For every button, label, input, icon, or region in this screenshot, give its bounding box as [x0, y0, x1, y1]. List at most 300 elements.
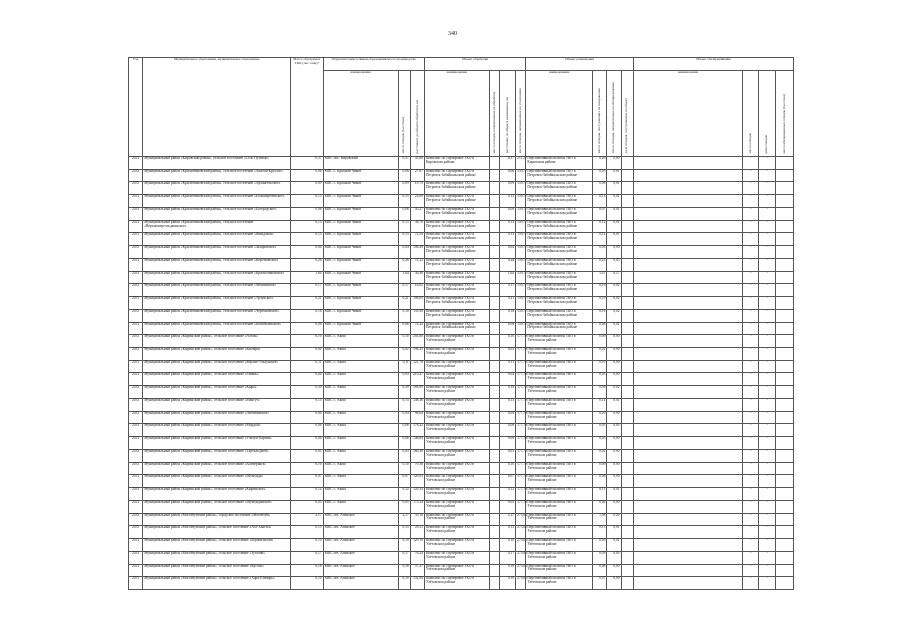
row-disposal-name: Перспективный полигон ТКО в Петровск-Забайкальском районе: [526, 284, 593, 297]
row-processing-blank: [489, 526, 499, 539]
row-processing-blank: [489, 233, 499, 246]
row-equipment-neutralized: [775, 322, 793, 335]
row-disposal-neutralized: 0,01: [607, 398, 621, 411]
header-processing-v1: масса отходов, направленных на обработку: [489, 71, 499, 157]
row-processing-blank: [489, 246, 499, 259]
row-processing-name: Комплекс по сортировке ТКО в Улётовском районе: [424, 551, 489, 564]
row-source-distance: 76,24: [410, 551, 424, 564]
row-source-distance: 35,16: [410, 513, 424, 526]
row-disposal-share: [621, 449, 633, 462]
row-equipment-neutralized: [775, 539, 793, 552]
row-source-mass: 0,10: [398, 335, 410, 348]
row-processing-blank: [489, 360, 499, 373]
row-source-name: МПС с. Акша: [323, 386, 398, 399]
row-equipment-share: -: [759, 539, 775, 552]
row-mass: 0,26: [291, 258, 323, 271]
row-processing-blank: [489, 539, 499, 552]
row-disposal-share: [621, 169, 633, 182]
row-equipment-name: [633, 577, 742, 590]
row-disposal-mass: 0,02: [593, 348, 607, 361]
row-disposal-name: Перспективный полигон ТКО в Улётовском районе: [526, 360, 593, 373]
row-equipment-name: [633, 551, 742, 564]
row-disposal-share: [621, 424, 633, 437]
row-municipality: Муниципальный район «Кыринский район», сельское поселение «Былыра»: [143, 348, 291, 361]
table-row: [129, 297, 794, 310]
row-source-distance: 74,24: [410, 322, 424, 335]
row-equipment-mass: -: [743, 462, 759, 475]
row-disposal-share: [621, 348, 633, 361]
row-equipment-neutralized: [775, 513, 793, 526]
row-processing-distance: 177,79: [516, 449, 526, 462]
row-disposal-name: Перспективный полигон ТКО в Улётовском районе: [526, 488, 593, 501]
row-year: 2031: [129, 258, 143, 271]
row-source-mass: 0,05: [398, 500, 410, 513]
row-equipment-neutralized: [775, 564, 793, 577]
row-source-distance: 108,49: [410, 246, 424, 259]
row-equipment-name: [633, 449, 742, 462]
header-processing-name: наименование: [424, 71, 489, 157]
row-source-mass: 0,06: [398, 437, 410, 450]
row-equipment-share: -: [759, 475, 775, 488]
row-municipality: Муниципальный район «Красночиковский район», сельское поселение «Красночикойское»: [143, 271, 291, 284]
header-equipment-v2: доля отходов: [759, 71, 775, 157]
row-source-mass: 0,06: [398, 169, 410, 182]
row-municipality: Муниципальный район «Красночиковский район», сельское поселение «Урлукское»: [143, 297, 291, 310]
row-processing-mass: 0,11: [499, 360, 515, 373]
row-municipality: Муниципальный район «Кыринский район», сельское поселение «Мангут»: [143, 398, 291, 411]
row-equipment-mass: -: [743, 513, 759, 526]
row-equipment-mass: -: [743, 539, 759, 552]
row-disposal-neutralized: 0,00: [607, 475, 621, 488]
row-processing-distance: 177,79: [516, 462, 526, 475]
row-equipment-share: -: [759, 207, 775, 220]
row-mass: 0,02: [291, 348, 323, 361]
row-processing-distance: 159,77: [516, 207, 526, 220]
row-processing-distance: 159,77: [516, 271, 526, 284]
table-row: [129, 513, 794, 526]
row-equipment-neutralized: [775, 246, 793, 259]
row-municipality: Муниципальный район «Красночиковский район», сельское поселение «Захаровское»: [143, 246, 291, 259]
row-disposal-neutralized: 0,00: [607, 373, 621, 386]
row-source-mass: 0,21: [398, 297, 410, 310]
row-disposal-neutralized: 0,00: [607, 551, 621, 564]
row-equipment-name: [633, 182, 742, 195]
row-municipality: Муниципальный район «Кыринский район», сельское поселение «Кыринское»: [143, 488, 291, 501]
row-source-mass: 0,11: [398, 360, 410, 373]
row-disposal-neutralized: 0,20: [607, 513, 621, 526]
row-year: 2031: [129, 475, 143, 488]
row-municipality: Муниципальный район «Красночиковский район», сельское поселение «Коротковское»: [143, 258, 291, 271]
row-disposal-neutralized: 0,00: [607, 360, 621, 373]
row-equipment-mass: -: [743, 284, 759, 297]
row-processing-name: Комплекс по сортировке ТКО в Петровск-Забайкальском районе: [424, 246, 489, 259]
row-equipment-neutralized: [775, 233, 793, 246]
row-disposal-neutralized: 0,00: [607, 577, 621, 590]
row-source-mass: 0,09: [398, 182, 410, 195]
row-equipment-name: [633, 157, 742, 170]
table-row: [129, 437, 794, 450]
row-disposal-mass: 0,08: [593, 322, 607, 335]
row-disposal-mass: 0,07: [593, 207, 607, 220]
row-year: 2031: [129, 220, 143, 233]
row-source-mass: 0,13: [398, 233, 410, 246]
row-equipment-mass: -: [743, 246, 759, 259]
row-disposal-share: [621, 335, 633, 348]
row-processing-blank: [489, 398, 499, 411]
row-equipment-mass: -: [743, 475, 759, 488]
row-disposal-neutralized: 0,01: [607, 539, 621, 552]
row-equipment-share: -: [759, 348, 775, 361]
row-municipality: Муниципальный район «Красночиковский район», сельское поселение «Архангельское»: [143, 182, 291, 195]
row-source-mass: 0,17: [398, 284, 410, 297]
row-processing-distance: 177,79: [516, 373, 526, 386]
row-processing-distance: 177,79: [516, 411, 526, 424]
row-processing-blank: [489, 309, 499, 322]
row-source-mass: 0,04: [398, 411, 410, 424]
header-mass: Масса образуемых ТКО (тыс.тонн)*: [291, 58, 323, 157]
row-year: 2031: [129, 551, 143, 564]
row-equipment-mass: -: [743, 233, 759, 246]
row-municipality: Муниципальный район «Могойтуйский район», сельское поселение «Боржигантай»: [143, 539, 291, 552]
row-disposal-share: [621, 437, 633, 450]
header-disposal-v1: масса отходов, поступающих на захоронение: [593, 71, 607, 157]
row-processing-mass: 0,26: [499, 258, 515, 271]
row-equipment-neutralized: [775, 258, 793, 271]
row-processing-name: Комплекс по сортировке ТКО в Улётовском районе: [424, 462, 489, 475]
row-processing-distance: 275,05: [516, 513, 526, 526]
row-mass: 0,07: [291, 475, 323, 488]
row-source-mass: 0,10: [398, 462, 410, 475]
row-disposal-neutralized: 0,01: [607, 182, 621, 195]
row-municipality: Муниципальный район «Могойтуйский район», сельское поселение «Кусоча»: [143, 564, 291, 577]
row-disposal-mass: 1,98: [593, 513, 607, 526]
row-source-mass: 0,08: [398, 322, 410, 335]
row-municipality: Муниципальный район «Красночиковский район», сельское поселение «Жиндокон»: [143, 233, 291, 246]
row-year: 2031: [129, 309, 143, 322]
row-source-distance: 106,05: [410, 297, 424, 310]
row-processing-mass: 0,10: [499, 577, 515, 590]
table-row: [129, 360, 794, 373]
row-municipality: Муниципальный район «Кыринский район», сельское поселение «Шумунда»: [143, 475, 291, 488]
row-processing-mass: 0,21: [499, 297, 515, 310]
row-processing-blank: [489, 335, 499, 348]
row-equipment-mass: -: [743, 437, 759, 450]
row-processing-mass: 0,13: [499, 398, 515, 411]
row-equipment-name: [633, 411, 742, 424]
row-mass: 0,12: [291, 488, 323, 501]
row-processing-name: Комплекс по сортировке ТКО в Улётовском районе: [424, 411, 489, 424]
row-disposal-name: Перспективный полигон ТКО в Улётовском районе: [526, 462, 593, 475]
row-processing-mass: 0,10: [499, 539, 515, 552]
row-equipment-mass: -: [743, 551, 759, 564]
row-year: 2031: [129, 449, 143, 462]
row-equipment-mass: -: [743, 309, 759, 322]
row-year: 2031: [129, 207, 143, 220]
row-mass: 0,06: [291, 437, 323, 450]
row-processing-distance: 211,27: [516, 157, 526, 170]
table-row: [129, 449, 794, 462]
row-processing-name: Комплекс по сортировке ТКО в Петровск-Забайкальском районе: [424, 207, 489, 220]
row-processing-blank: [489, 462, 499, 475]
row-source-mass: 0,17: [398, 551, 410, 564]
row-source-distance: 11,23: [410, 258, 424, 271]
row-processing-mass: 0,15: [499, 195, 515, 208]
row-disposal-mass: 0,36: [593, 386, 607, 399]
row-equipment-share: -: [759, 373, 775, 386]
row-equipment-share: -: [759, 220, 775, 233]
row-equipment-name: [633, 271, 742, 284]
row-processing-distance: 177,79: [516, 488, 526, 501]
row-processing-blank: [489, 373, 499, 386]
row-source-mass: 2,17: [398, 513, 410, 526]
row-source-mass: 0,18: [398, 309, 410, 322]
header-processing-v2: расстояние до объекта размещения, км: [499, 71, 515, 157]
row-disposal-mass: 0,16: [593, 309, 607, 322]
table-row: [129, 373, 794, 386]
row-equipment-name: [633, 297, 742, 310]
row-disposal-name: Перспективный полигон ТКО в Улётовском районе: [526, 449, 593, 462]
row-processing-name: Комплекс по сортировке ТКО в Петровск-Забайкальском районе: [424, 220, 489, 233]
row-source-mass: 0,18: [398, 564, 410, 577]
row-equipment-neutralized: [775, 271, 793, 284]
row-source-distance: 178,22: [410, 424, 424, 437]
row-equipment-share: -: [759, 551, 775, 564]
row-equipment-mass: -: [743, 424, 759, 437]
row-mass: 0,04: [291, 246, 323, 259]
row-source-distance: 45,27: [410, 207, 424, 220]
row-year: 2031: [129, 335, 143, 348]
row-municipality: Муниципальный район «Могойтуйский район», сельское поселение «Хара-Шибирь»: [143, 577, 291, 590]
row-source-mass: 0,12: [398, 488, 410, 501]
row-equipment-neutralized: [775, 169, 793, 182]
row-processing-blank: [489, 449, 499, 462]
row-municipality: Муниципальный район «Могойтуйский район», городское поселение «Могойтуй»: [143, 513, 291, 526]
row-processing-name: Комплекс по сортировке ТКО в Петровск-Забайкальском районе: [424, 233, 489, 246]
row-equipment-name: [633, 360, 742, 373]
row-source-distance: 168,99: [410, 386, 424, 399]
row-mass: 0,13: [291, 220, 323, 233]
row-disposal-neutralized: 0,01: [607, 233, 621, 246]
row-disposal-name: Перспективный полигон ТКО в Улётовском районе: [526, 386, 593, 399]
table-row: [129, 539, 794, 552]
row-year: 2031: [129, 462, 143, 475]
row-source-name: МПС с. Красный Чикой: [323, 195, 398, 208]
row-disposal-name: Перспективный полигон ТКО в Улётовском районе: [526, 526, 593, 539]
row-processing-mass: 0,17: [499, 284, 515, 297]
table-row: [129, 284, 794, 297]
row-disposal-mass: 0,05: [593, 169, 607, 182]
row-disposal-share: [621, 526, 633, 539]
table-row: [129, 207, 794, 220]
row-source-name: МПС пгт. Агинское: [323, 577, 398, 590]
row-disposal-share: [621, 195, 633, 208]
header-equipment-v1: масса отходов: [743, 71, 759, 157]
row-disposal-name: Перспективный полигон ТКО в Улётовском районе: [526, 577, 593, 590]
row-equipment-mass: -: [743, 564, 759, 577]
row-disposal-mass: 0,05: [593, 437, 607, 450]
row-processing-name: Комплекс по сортировке ТКО в Улётовском районе: [424, 526, 489, 539]
table-row: [129, 577, 794, 590]
row-municipality: Муниципальный район «Красночиковский район», сельское поселение «Верхнешергольджинское»: [143, 220, 291, 233]
row-municipality: Муниципальный район «Красночиковский район», сельское поселение «Шимбиликское»: [143, 322, 291, 335]
row-year: 2031: [129, 539, 143, 552]
row-source-name: МПС с. Акша: [323, 424, 398, 437]
row-source-distance: 30,48: [410, 271, 424, 284]
row-disposal-share: [621, 411, 633, 424]
row-disposal-neutralized: 0,00: [607, 500, 621, 513]
row-disposal-mass: 0,09: [593, 462, 607, 475]
row-processing-distance: 177,79: [516, 348, 526, 361]
row-disposal-neutralized: 0,02: [607, 297, 621, 310]
row-source-name: МПС с. Красный Чикой: [323, 207, 398, 220]
row-processing-distance: 159,77: [516, 233, 526, 246]
row-equipment-share: -: [759, 449, 775, 462]
row-source-distance: 36,78: [410, 220, 424, 233]
row-processing-blank: [489, 195, 499, 208]
row-disposal-share: [621, 182, 633, 195]
table-row: [129, 258, 794, 271]
row-processing-blank: [489, 577, 499, 590]
row-equipment-neutralized: [775, 297, 793, 310]
row-equipment-name: [633, 475, 742, 488]
row-source-distance: 121,76: [410, 360, 424, 373]
row-equipment-mass: -: [743, 335, 759, 348]
row-equipment-name: [633, 207, 742, 220]
row-processing-name: Комплекс по сортировке ТКО в Улётовском районе: [424, 424, 489, 437]
row-disposal-mass: 0,23: [593, 258, 607, 271]
row-disposal-mass: 0,13: [593, 526, 607, 539]
row-source-distance: 45,06: [410, 157, 424, 170]
row-source-distance: 70,36: [410, 462, 424, 475]
row-processing-name: Комплекс по сортировке ТКО в Кировском районе: [424, 157, 489, 170]
row-processing-blank: [489, 182, 499, 195]
row-source-distance: 72,54: [410, 233, 424, 246]
row-source-name: МПС с. Акша: [323, 449, 398, 462]
row-source-mass: 0,15: [398, 195, 410, 208]
row-processing-mass: 0,04: [499, 373, 515, 386]
row-source-mass: 0,10: [398, 539, 410, 552]
row-municipality: Муниципальный район «Кыринский район», сельское поселение «Гавань»: [143, 373, 291, 386]
row-equipment-mass: -: [743, 157, 759, 170]
table-body: [129, 157, 794, 590]
row-disposal-name: Перспективный полигон ТКО в Улётовском районе: [526, 348, 593, 361]
row-equipment-name: [633, 437, 742, 450]
row-processing-blank: [489, 424, 499, 437]
row-equipment-share: -: [759, 500, 775, 513]
row-mass: 0,10: [291, 539, 323, 552]
table-row: [129, 157, 794, 170]
row-source-name: МПС с. Красный Чикой: [323, 322, 398, 335]
row-equipment-share: -: [759, 195, 775, 208]
row-equipment-neutralized: [775, 398, 793, 411]
row-processing-mass: 0,15: [499, 526, 515, 539]
row-mass: 0,10: [291, 335, 323, 348]
row-processing-mass: 0,04: [499, 411, 515, 424]
header-source-name: наименование: [323, 71, 398, 157]
row-source-name: МПС с. Акша: [323, 488, 398, 501]
row-disposal-neutralized: 0,00: [607, 424, 621, 437]
row-source-mass: 0,07: [398, 475, 410, 488]
row-equipment-share: -: [759, 157, 775, 170]
row-disposal-share: [621, 577, 633, 590]
row-mass: 0,17: [291, 551, 323, 564]
row-processing-mass: 0,10: [499, 335, 515, 348]
row-processing-blank: [489, 207, 499, 220]
row-mass: 0,15: [291, 526, 323, 539]
row-disposal-mass: 0,19: [593, 297, 607, 310]
row-disposal-share: [621, 386, 633, 399]
row-mass: 0,11: [291, 360, 323, 373]
table-row: [129, 564, 794, 577]
row-disposal-mass: 0,03: [593, 373, 607, 386]
row-equipment-mass: -: [743, 297, 759, 310]
row-mass: 0,13: [291, 398, 323, 411]
row-disposal-name: Перспективный полигон ТКО в Петровск-Забайкальском районе: [526, 309, 593, 322]
table-row: [129, 475, 794, 488]
row-processing-distance: 177,79: [516, 437, 526, 450]
row-disposal-mass: 0,09: [593, 539, 607, 552]
row-equipment-share: -: [759, 182, 775, 195]
row-source-distance: 20,11: [410, 526, 424, 539]
row-source-distance: 146,84: [410, 437, 424, 450]
row-mass: 0,13: [291, 233, 323, 246]
row-equipment-share: -: [759, 424, 775, 437]
row-equipment-neutralized: [775, 348, 793, 361]
row-year: 2031: [129, 233, 143, 246]
row-year: 2031: [129, 373, 143, 386]
row-year: 2031: [129, 348, 143, 361]
row-equipment-name: [633, 539, 742, 552]
row-equipment-neutralized: [775, 195, 793, 208]
row-disposal-share: [621, 500, 633, 513]
row-source-mass: 0,06: [398, 424, 410, 437]
row-mass: 0,08: [291, 207, 323, 220]
row-source-distance: 203,80: [410, 335, 424, 348]
header-source-v1: масса отходов (тыс.тонн): [398, 71, 410, 157]
row-processing-mass: 0,18: [499, 309, 515, 322]
row-equipment-mass: -: [743, 182, 759, 195]
row-disposal-mass: 0,11: [593, 488, 607, 501]
row-equipment-name: [633, 564, 742, 577]
row-processing-distance: 159,77: [516, 284, 526, 297]
row-mass: 0,39: [291, 386, 323, 399]
row-processing-distance: 177,79: [516, 386, 526, 399]
row-source-name: МПС с. Красный Чикой: [323, 297, 398, 310]
row-equipment-share: -: [759, 169, 775, 182]
row-processing-name: Комплекс по сортировке ТКО в Петровск-Забайкальском районе: [424, 297, 489, 310]
row-source-name: МПС с. Красный Чикой: [323, 220, 398, 233]
row-source-name: МПС с. Акша: [323, 475, 398, 488]
row-municipality: Муниципальный район «Кыринский район», сельское поселение «Тарбальджей»: [143, 449, 291, 462]
row-disposal-name: Перспективный полигон ТКО в Улётовском районе: [526, 424, 593, 437]
row-source-name: МПС пгт. Агинское: [323, 564, 398, 577]
row-processing-mass: 0,39: [499, 386, 515, 399]
row-equipment-neutralized: [775, 386, 793, 399]
row-processing-distance: 159,77: [516, 258, 526, 271]
row-source-mass: 0,02: [398, 348, 410, 361]
table-row: [129, 271, 794, 284]
row-disposal-mass: 0,12: [593, 220, 607, 233]
row-processing-blank: [489, 220, 499, 233]
row-disposal-mass: 1,47: [593, 271, 607, 284]
row-disposal-mass: 0,13: [593, 195, 607, 208]
row-equipment-name: [633, 284, 742, 297]
row-equipment-share: -: [759, 271, 775, 284]
row-equipment-name: [633, 488, 742, 501]
row-processing-distance: 275,05: [516, 539, 526, 552]
table-row: [129, 500, 794, 513]
row-source-mass: 0,13: [398, 398, 410, 411]
